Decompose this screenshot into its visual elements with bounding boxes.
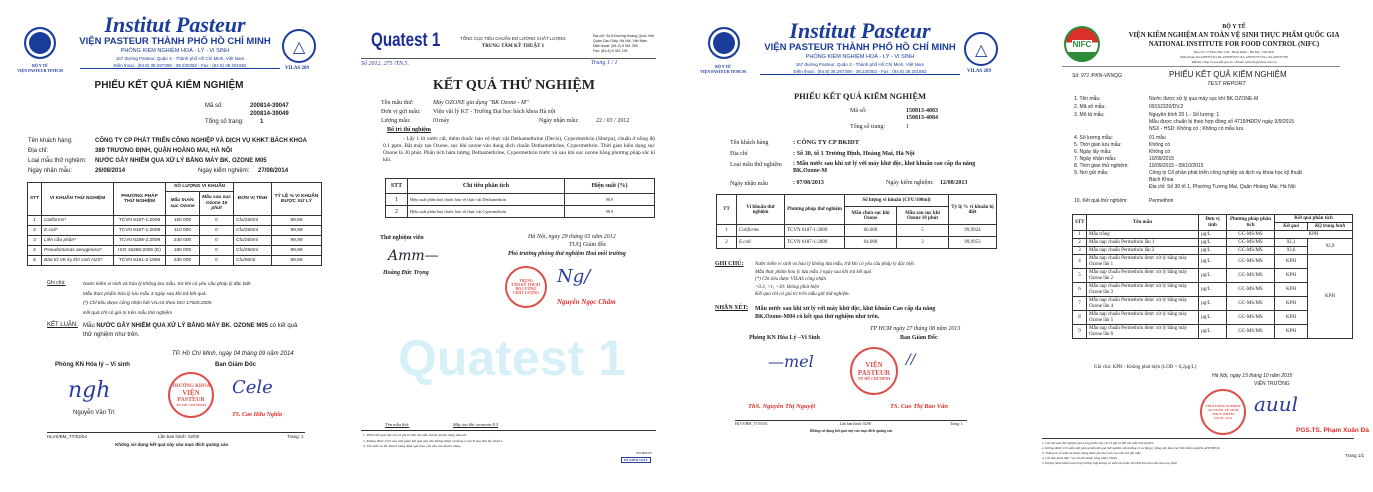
cell: Cfu/250ml xyxy=(234,246,272,256)
col-header: SỐ LƯỢNG VI KHUẨN xyxy=(166,183,234,192)
received-label: Ngày nhận mẫu: xyxy=(539,118,579,124)
cell: 2 xyxy=(717,237,737,249)
stamp: TRUNG TÂM KỸ THUẬT ĐO LƯỜNG CHẤT LƯỢNG xyxy=(505,266,547,308)
signer-name: Nguyễn Ngọc Châm xyxy=(557,298,616,306)
field-value: Permethrin xyxy=(1149,198,1174,204)
col-header: Phương pháp thử nghiệm xyxy=(785,195,845,225)
footer-label: Tên mẫu thử: xyxy=(385,422,410,427)
field-label: 3. Mô tả mẫu: xyxy=(1074,112,1105,118)
conclusion-label: KẾT LUẬN: xyxy=(47,322,78,328)
signature-left: —mel xyxy=(768,352,814,371)
page-count: 1 xyxy=(906,124,909,130)
customer-address: 389 TRƯƠNG ĐỊNH, QUẬN HOÀNG MAI, HÀ NỘI xyxy=(95,148,233,154)
left-signer: ThS. Nguyễn Thị Nguyệt xyxy=(748,403,816,410)
col-header: Phương pháp phân tích xyxy=(1226,215,1274,231)
pasteur-report-2013 xyxy=(690,0,1030,492)
field-value: Nguyên bình 20 L - Số lượng: 1 Mẫu được chuẩn bị theo hợp đồng số 4715/HĐDV ngày 9/9/2015 NSX - HSD: Không có ; Không có mẫu lưu xyxy=(1149,112,1294,132)
ma-so-value: 200814-39049 xyxy=(250,111,289,117)
left-sign-title: Phòng KN Hóa lý – Vi sinh xyxy=(55,362,130,368)
document-title: PHIẾU KẾT QUẢ KIỂM NGHIỆM xyxy=(94,80,244,91)
footer-version: Lần ban hành: 02/00 xyxy=(840,422,872,426)
table-row: 5 Mẫu nạp chuẩn Permethrin được xử lý bằng máy Ozone lần 2 µg/L GC-MS/MS KPH xyxy=(1073,269,1353,283)
test-date-label: Ngày kiểm nghiệm: xyxy=(886,180,934,186)
col-header: Mẫu chưa sục khí Ozone xyxy=(845,207,897,225)
footer-code: HLVS/BM_TT/03/01 xyxy=(735,422,768,426)
cell: 5 xyxy=(897,225,949,237)
page-count: 1 xyxy=(260,119,264,125)
ministry: BỘ Y TẾ xyxy=(1222,24,1246,30)
note-line: Nước kiểm vi sinh và hóa lý không lưu mẫu, trừ khi có yêu cầu pháp lý đặc biệt xyxy=(83,282,251,287)
col-header: KQ trung bình xyxy=(1307,223,1352,231)
col-header: TT xyxy=(717,195,737,225)
cell: ISO 16266:2006 (E) xyxy=(114,246,166,256)
tuq-title: TUQ Giám đốc xyxy=(569,242,607,248)
field-value: Công ty Cổ phần phát triển công nghiệp và dịch vụ khoa học kỹ thuật Bách Khoa Địa chỉ: Số 30 tổ 1, Phường Tương Mai, Quận Hoàng Mai, Hà Nội xyxy=(1149,170,1302,190)
cell: Liên cầu phân* xyxy=(42,236,114,246)
note-line: (*) Chỉ tiêu được công nhận bởi VILAS theo ISO 17025:2005 xyxy=(83,301,212,306)
ma-so-value: 150813-4083 xyxy=(906,108,938,114)
form-code: TN/BM/03 xyxy=(636,451,652,455)
cell: Pseudomonas aeruginosa* xyxy=(42,246,114,256)
cell: 4 xyxy=(28,246,42,256)
customer-name: : CÔNG TY CP BKIDT xyxy=(793,139,860,146)
right-sign-title: Ban Giám Đốc xyxy=(900,335,938,341)
page-count-label: Tổng số trang: xyxy=(205,119,244,125)
conclusion-text: Mẫu xyxy=(83,323,95,329)
table-row: 1 Mẫu trắng µg/L GC-MS/MS KPH xyxy=(1073,231,1353,239)
field-label: 1. Tên mẫu: xyxy=(1074,96,1101,102)
address: Địa chỉ: 13 Phan Huy Chú - Hoàn Kiếm - Hà Nội - Việt Nam xyxy=(1193,50,1275,54)
logo-caption: BỘ Y TẾ VIỆN PASTEUR TP.HCM xyxy=(700,64,746,74)
footer-notes: 1. Phiếu kết quả này chỉ có giá trị đối với mẫu thử do khách hàng đưa tới. 2. Không được trích sao một phần kết quả này nếu không được sự đồng ý của Trung tâm Kỹ thuật 1. 3. Tên mẫu và tên khách hàng được ghi theo yêu cầu của khách hàng. xyxy=(363,433,504,448)
sign-date: TP. Hồ Chí Minh, ngày 04 tháng 09 năm 2014 xyxy=(172,351,294,357)
footer-divider xyxy=(361,430,656,431)
brand-title: Institut Pasteur xyxy=(789,18,931,43)
results-table xyxy=(385,178,655,218)
cell: 3 xyxy=(28,236,42,246)
col-header: ĐƠN VỊ TÍNH xyxy=(234,183,272,216)
footer-divider xyxy=(1042,438,1354,439)
table-row xyxy=(386,206,655,218)
table-row xyxy=(28,226,322,236)
logo-caption: BỘ Y TẾ VIỆN PASTEUR TP.HCM xyxy=(17,63,63,73)
cell: 180 000 xyxy=(166,246,200,256)
remark: Mẫu nước sau khi xử lý với máy khử độc, khử khuẩn Cao cấp đa năng BK.Ozone-M04 có kết quả thử nghiệm như trên. xyxy=(755,306,936,320)
footer-notes: 1. Các kết quả thử nghiệm ghi trong phiếu này chỉ có giá trị đối với mẫu thử nghiệm 2. Không được trích dẫn một phần phiếu kết quả thử nghiệm nếu không có sự đồng ý bằng văn bản của Viện Kiểm nghiệm ATVSTPQG 3. Thông tin về mẫu và khách hàng được ghi theo yêu cầu của nơi gửi mẫu 4. Chỉ tiêu đánh dấu * là chỉ tiêu được công nhận VILAS 5. Không nhận khiếu nại trong trường hợp không có mẫu lưu hoặc hết thời hạn lưu mẫu theo quy định xyxy=(1042,441,1220,465)
ma-so-value: 200814-39047 xyxy=(250,103,289,109)
quatest-logo: Quatest 1 xyxy=(371,30,441,51)
table-row xyxy=(717,237,997,249)
customer-name: CÔNG TY CP PHÁT TRIỂN CÔNG NGHIỆP VÀ DỊCH VỤ KHKT BÁCH KHOA xyxy=(95,138,308,144)
table-row xyxy=(28,256,322,266)
cell: 98.9 xyxy=(565,206,655,218)
tester-label: Thử nghiệm viên xyxy=(380,235,424,241)
org-name: VIỆN PASTEUR THÀNH PHỐ HỒ CHÍ MINH xyxy=(764,42,956,53)
cell: 99,9953 xyxy=(949,237,997,249)
cell: 99,99 xyxy=(272,256,322,266)
results-table xyxy=(27,182,322,266)
right-signer: TS. Cao Thị Bảo Vân xyxy=(890,403,948,410)
page-count-label: Tổng số trang: xyxy=(850,124,885,130)
cell: Hiệu suất phân huỷ thuốc bảo vệ thực vật Cypermethrin xyxy=(408,206,565,218)
sign-date: Hà Nội, ngày 29 tháng 03 năm 2012 xyxy=(528,234,616,240)
note-line: Kết quả chỉ có giá trị trên mẫu thử nghiệm xyxy=(83,310,173,316)
signature-tester: Amm— xyxy=(388,248,439,264)
field-value: 10/09/2015 - 09/10/2015 xyxy=(1149,163,1204,169)
report-number: Số 2012. 275 /TN.5. xyxy=(361,61,410,67)
cell: 0 xyxy=(200,226,234,236)
cell: E.coli* xyxy=(42,226,114,236)
cell: 64.000 xyxy=(845,237,897,249)
agency: TỔNG CỤC TIÊU CHUẨN ĐO LƯỜNG CHẤT LƯỢNG xyxy=(460,36,566,41)
cell: 66.000 xyxy=(845,225,897,237)
table-row: 6 Mẫu nạp chuẩn Permethrin được xử lý bằng máy Ozone lần 3 µg/L GC-MS/MS KPH xyxy=(1073,283,1353,297)
cell: 3 xyxy=(897,237,949,249)
field-label: 10. Kết quả thử nghiệm: xyxy=(1074,198,1128,204)
cell: 2 xyxy=(28,226,42,236)
table-row xyxy=(717,225,997,237)
table-note: Ghi chú: KPH - Không phát hiện (LOD = 0,2µg/L) xyxy=(1094,365,1197,370)
cell: 0 xyxy=(200,256,234,266)
col-header: Số lượng vi khuẩn (CFU/100ml) xyxy=(845,195,949,207)
cell: 99,99 xyxy=(272,216,322,226)
field-value: 01 mẫu xyxy=(1149,135,1166,141)
setup-text: - Lấy 1 lít nước cất, thêm thuốc bảo vệ thực vật Dethamethrine (Decis), Cypermethrin (Sherpa), chuẩn ở nồng độ 0.1 ppm. Bật máy tạo Ozone, sục khí ozone vào dung dịch chuẩn Dethamethrine, Cypermethrin. Thời gian hiệu dụng sục Ozone là 30 phút. Phân tích hàm lượng Dethamethrine, Cypermethrin trước và sau khi sục ozone bằng phương pháp sắc kí khí. xyxy=(383,136,655,163)
cell: 99,99 xyxy=(272,246,322,256)
signature: auul xyxy=(1254,392,1299,416)
report-number: Số: 971 /PKN-VKNQG xyxy=(1072,73,1123,79)
setup-label: Bố trí thí nghiệm xyxy=(387,127,431,133)
footer-divider xyxy=(47,432,305,433)
sign-date: Hà Nội, ngày 15 tháng 10 năm 2015 xyxy=(1212,373,1293,379)
field-value: 09152320/DV.2 xyxy=(1149,104,1184,110)
document-title: PHIẾU KẾT QUẢ KIỂM NGHIỆM xyxy=(793,91,927,101)
stamp: VIỆN PASTEUR TP. HỒ CHÍ MINH xyxy=(850,347,898,395)
field-label: 7. Ngày nhận mẫu: xyxy=(1074,156,1117,162)
conclusion-text: có kết quả thử nghiệm như trên. xyxy=(83,323,298,338)
field-label: 5. Thời gian lưu mẫu: xyxy=(1074,142,1122,148)
department: PHÒNG KIỂM NGHIỆM HOÁ - LÝ - VI SINH xyxy=(805,54,915,60)
col-header: Chỉ tiêu phân tích xyxy=(408,179,565,194)
field-label: Lượng mẫu: xyxy=(381,118,411,124)
cell: E.coli xyxy=(737,237,785,249)
field-label: 8. Thời gian thử nghiệm: xyxy=(1074,163,1129,169)
signature-right: // xyxy=(906,352,916,368)
field-label: Ngày nhận mẫu: xyxy=(28,168,73,174)
field-label: Địa chỉ xyxy=(730,151,748,157)
note-line: Kết quả chỉ có giá trị trên mẫu gửi thử nghiệm. xyxy=(755,292,850,297)
document-subtitle: TEST REPORT xyxy=(1207,81,1246,87)
field-label: Tên khách hàng xyxy=(730,140,769,146)
table-row: 8 Mẫu nạp chuẩn Permethrin được xử lý bằng máy Ozone lần 5 µg/L GC-MS/MS KPH xyxy=(1073,311,1353,325)
cell: TCVN 6187-1:2009 xyxy=(114,226,166,236)
note-line: Nước kiểm vi sinh và hóa lý không lưu mẫu, trừ khi có yêu cầu pháp lý đặc biệt. xyxy=(755,262,915,267)
footer-version: Lần ban hành: 02/00 xyxy=(158,434,200,439)
sample-type: : Mẫu nước sau khi xử lý với máy khử độc, khử khuẩn cao cấp đa năng BK.Ozone-M xyxy=(793,161,976,174)
col-header: PHƯƠNG PHÁP THỬ NGHIỆM xyxy=(114,183,166,216)
conclusion xyxy=(83,322,303,340)
table-row: 7 Mẫu nạp chuẩn Permethrin được xử lý bằng máy Ozone lần 4 µg/L GC-MS/MS KPH xyxy=(1073,297,1353,311)
cell: 98.9 xyxy=(565,194,655,206)
department: PHÒNG KIỂM NGHIỆM HOÁ - LÝ - VI SINH xyxy=(120,48,230,54)
pasteur-logo xyxy=(24,27,56,59)
col-header: Đơn vị tính xyxy=(1198,215,1226,231)
org-vi: VIỆN KIỂM NGHIỆM AN TOÀN VỆ SINH THỰC PHẨM QUỐC GIA xyxy=(1128,32,1340,39)
header-divider xyxy=(1062,66,1340,67)
cell: 0 xyxy=(200,216,234,226)
cell: Coliforms xyxy=(737,225,785,237)
table-row: 9 Mẫu nạp chuẩn Permethrin được xử lý bằng máy Ozone lần 6 µg/L GC-MS/MS KPH xyxy=(1073,325,1353,339)
field-value: Nước được xử lý qua máy sục khí BK.OZONE-M xyxy=(1149,96,1259,102)
notes xyxy=(755,261,915,299)
left-signer: Nguyễn Văn Trí xyxy=(73,410,115,416)
center-name: TRUNG TÂM KỸ THUẬT 1 xyxy=(481,44,545,49)
address: 167 đường Pasteur, Quận 3 - Thành phố Hồ Chí Minh, Việt Nam xyxy=(115,56,245,61)
note-line: Mẫu thực phẩm hóa lý lưu mẫu 3 ngày sau khi trả kết quả xyxy=(755,269,872,275)
field-value: Không có xyxy=(1149,149,1171,155)
cell: 99,99 xyxy=(272,226,322,236)
page-indicator: Trang 1/1 xyxy=(1345,453,1365,458)
footer-sample: Máy tạo khí ozonezin 8.3 xyxy=(453,422,499,427)
cell: TCVN 6187-1:2009 xyxy=(785,237,845,249)
cell: 230 000 xyxy=(166,256,200,266)
org-en: NATIONAL INSTITUTE FOR FOOD CONTROL (NIFC) xyxy=(1148,41,1320,48)
col-header: VI KHUẨN THỬ NGHIỆM xyxy=(42,183,114,216)
field-label: 2. Mã số mẫu: xyxy=(1074,104,1106,110)
notes xyxy=(83,280,250,318)
footer-page: Trang: 1 xyxy=(287,434,304,439)
quantity: 01máy xyxy=(433,118,450,124)
col-header: Tỷ lệ % vi khuẩn bị diệt xyxy=(949,195,997,225)
footer-divider xyxy=(735,420,967,421)
document-title: PHIẾU KẾT QUẢ KIỂM NGHIỆM xyxy=(1169,70,1287,79)
right-signer: TS. Cao Hữu Nghĩa xyxy=(232,412,282,418)
stamp: VIỆN KIỂM NGHIỆM AN TOÀN VỆ SINH THỰC PHẨM QUỐC GIA xyxy=(1200,389,1246,435)
cell: 5 xyxy=(28,256,42,266)
average-result: 92,9 xyxy=(1307,239,1352,255)
footer-note: Không sử dụng kết quả này vào mục đích quảng cáo xyxy=(115,442,229,447)
cell: 1 xyxy=(28,216,42,226)
phone: Điện thoại : (84.8) 38.297308 - 38.230352 - Fax : (84.8) 38.201882 xyxy=(760,69,960,75)
field-label: Đơn vị gửi mẫu: xyxy=(381,109,421,115)
ma-so-label: Mã số: xyxy=(205,103,224,109)
remark-label: NHẬN XÉT: xyxy=(715,305,749,311)
deputy-title: Phó trưởng phòng thử nghiệm Hoá môi trường xyxy=(508,251,626,257)
col-header: Mẫu trước sục Ozone xyxy=(166,192,200,216)
cell: 110 000 xyxy=(166,226,200,236)
cell: 2 xyxy=(386,206,408,218)
field-value: Không có xyxy=(1149,142,1171,148)
cell: 0 xyxy=(200,236,234,246)
vilas-logo: △ xyxy=(282,29,316,63)
website: Website: http://www.nifc.gov.vn / Email: qlclnifc@yahoo.com.vn xyxy=(1191,60,1277,64)
controlled-badge: ĐÃ KIỂM SOÁT xyxy=(621,457,651,463)
field-label: 6. Ngày lấy mẫu: xyxy=(1074,149,1112,155)
test-date: 27/08/2014 xyxy=(258,168,289,174)
vilas-label: VILAS 209 xyxy=(285,66,310,71)
col-header: Mẫu sau sục Ozone 15 phút xyxy=(200,192,234,216)
contact: Địa chỉ: Số 8 Đường Hoàng Quốc Việt Quận Cầu Giấy, Hà Nội, Việt Nam Điện thoại: (84-4) 8 361 399 Fax: (84-4) 8 361 199 xyxy=(593,34,655,53)
ma-so-value: 150813-4084 xyxy=(906,115,938,121)
signer-name: PGS.TS. Phạm Xuân Đà xyxy=(1296,427,1369,434)
cell: TCVN 6191-2:1996 xyxy=(114,256,166,266)
received-date: 26/08/2014 xyxy=(95,168,126,174)
table-row: 3 Mẫu nạp chuẩn Permethrin lần 2 µg/L GC-MS/MS 93,6 xyxy=(1073,247,1353,255)
left-sign-title: Phòng KN Hóa Lý –Vi Sinh xyxy=(749,335,820,341)
document-title: KẾT QUẢ THỬ NGHIỆM xyxy=(433,78,595,93)
cell: TCVN 6187-1:2009 xyxy=(114,216,166,226)
table-row: 2 Mẫu nạp chuẩn Permethrin lần 1 µg/L GC-MS/MS 92,1 92,9 xyxy=(1073,239,1353,247)
test-date: 12/08/2013 xyxy=(940,180,968,186)
note-line: <0.3, <1, <10: không phát hiện xyxy=(755,284,820,290)
cell: Cfu/250ml xyxy=(234,216,272,226)
field-label: Tên mẫu thử: xyxy=(381,100,414,106)
customer-address: : Số 30, tổ 1 Trương Định, Hoàng Mai, Hà Nội xyxy=(793,150,915,157)
average-result: KPH xyxy=(1307,255,1352,339)
cell: TCVN 6189-2:2009 xyxy=(114,236,166,246)
quatest-report-2012 xyxy=(343,0,685,492)
cell: 0 xyxy=(200,246,234,256)
cell: Cfu/250ml xyxy=(234,236,272,246)
table-row xyxy=(386,194,655,206)
note-line: (*) Chỉ tiêu được VILAS công nhận xyxy=(755,277,826,282)
table-row xyxy=(28,246,322,256)
field-label: 9. Nơi gửi mẫu: xyxy=(1074,170,1109,176)
field-label: Địa chỉ: xyxy=(28,148,49,154)
field-value: 10/09/2015 xyxy=(1149,156,1175,162)
cell: 150 000 xyxy=(166,216,200,226)
nifc-logo: NIFC xyxy=(1064,26,1100,62)
phone: Điện thoại : (84.8) 38.297308 - 38.230352 - Fax : (84.8) 38.201882 xyxy=(80,63,280,69)
col-header: STT xyxy=(28,183,42,216)
cell: 1 xyxy=(386,194,408,206)
footer-page: Trang: 1 xyxy=(950,422,963,426)
col-header: Kết quả phân tích xyxy=(1274,215,1352,223)
table-row xyxy=(28,216,322,226)
table-row: 4 Mẫu nạp chuẩn Permethrin được xử lý bằng máy Ozone lần 1 µg/L GC-MS/MS KPH KPH xyxy=(1073,255,1353,269)
cell: Cfu/250ml xyxy=(234,226,272,236)
sender: Viện vật lý KT - Trường Đại học bách khoa Hà nội xyxy=(433,109,556,115)
col-header: STT xyxy=(386,179,408,194)
field-label: Loại mẫu thử nghiệm: xyxy=(28,158,87,164)
page-indicator: Trang 1 / 1 xyxy=(591,60,618,66)
results-table xyxy=(1072,214,1353,339)
cell: 99,9924 xyxy=(949,225,997,237)
table-row xyxy=(28,236,322,246)
col-header: TỶ LỆ % VI KHUẨN ĐƯỢC XỬ LÝ xyxy=(272,183,322,216)
cell: Bào tử VK kỵ khí sinh H2S* xyxy=(42,256,114,266)
col-header: Hiệu suất (%) xyxy=(565,179,655,194)
footer-note: Không sử dụng kết quả này vào mục đích quảng cáo xyxy=(810,429,893,433)
field-label: Tên khách hàng: xyxy=(28,138,73,144)
signature-director: Ng/ xyxy=(557,266,591,287)
conclusion-sample: NƯỚC GÂY NHIỄM QUA XỬ LÝ BẰNG MÁY BK. OZONE M05 xyxy=(96,323,268,329)
header-divider xyxy=(361,58,656,59)
org-name: VIỆN PASTEUR THÀNH PHỐ HỒ CHÍ MINH xyxy=(79,36,271,47)
vilas-logo: △ xyxy=(964,32,998,66)
right-sign-title: Ban Giám Đốc xyxy=(215,362,257,368)
test-date-label: Ngày kiểm nghiệm: xyxy=(198,168,250,174)
brand-title: Institut Pasteur xyxy=(104,12,246,37)
cell: Cfu/50ml xyxy=(234,256,272,266)
received-date: 22 / 03 / 2012 xyxy=(596,118,630,124)
cell: Coliforms* xyxy=(42,216,114,226)
nifc-report-2015 xyxy=(1032,0,1373,492)
sample-type: NƯỚC GÂY NHIỄM QUA XỬ LÝ BẰNG MÁY BK. OZONE M05 xyxy=(95,158,267,164)
ma-so-label: Mã số: xyxy=(850,108,867,114)
tester-name: Hoàng Đức Trọng xyxy=(383,270,429,276)
notes-label: GHI CHÚ: xyxy=(715,261,744,267)
cell: TCVN 6187-1:2009 xyxy=(785,225,845,237)
pasteur-report-2014 xyxy=(0,0,338,492)
col-header: Mẫu sau sục khí Ozone 10 phút xyxy=(897,207,949,225)
field-label: Loại mẫu thử nghiệm xyxy=(730,162,782,168)
field-label: 4. Số lượng mẫu: xyxy=(1074,135,1113,141)
col-header: Kết quả xyxy=(1274,223,1307,231)
phone: Điện thoại: 84-4393357431 84-4393363357/ 84- 439335737 Fax: 84-439335738 xyxy=(1180,55,1288,59)
cell: 1 xyxy=(717,225,737,237)
pasteur-logo xyxy=(708,27,740,59)
cell: 99,99 xyxy=(272,236,322,246)
sign-title: VIỆN TRƯỞNG xyxy=(1254,381,1290,387)
note-line: Mẫu thực phẩm hóa lý lưu mẫu 3 ngày sau khi trả kết quả. xyxy=(83,291,207,297)
cell: Hiệu suất phân huỷ thuốc bảo vệ thực vật Dethamethrin xyxy=(408,194,565,206)
results-table xyxy=(716,194,997,249)
stamp: TRƯỞNG KHOA VIỆN PASTEUR TP. HỒ CHÍ MINH xyxy=(168,372,214,418)
sign-date: TP HCM ngày 27 tháng 08 năm 2013 xyxy=(870,326,961,332)
footer-code: HLVS/BM_TT/03/04 xyxy=(47,434,87,439)
col-header: Vi khuẩn thử nghiệm xyxy=(737,195,785,225)
vilas-label: VILAS 209 xyxy=(967,69,992,74)
received-date: : 07/08/2013 xyxy=(793,180,824,186)
address: 167 đường Pasteur, Quận 3 - Thành phố Hồ Chí Minh, Việt Nam xyxy=(795,62,925,67)
col-header: STT xyxy=(1073,215,1087,231)
signature-left: ngh xyxy=(68,378,111,403)
field-label: Ngày nhận mẫu xyxy=(730,181,768,187)
signature-right: Cele xyxy=(232,377,273,398)
col-header: Tên mẫu xyxy=(1087,215,1199,231)
sample-name: Máy OZONE gia dụng "BK Ozone - M" xyxy=(433,100,529,106)
notes-label: Ghi chú: xyxy=(47,280,66,286)
watermark: Quatest 1 xyxy=(398,330,626,386)
cell: 240 000 xyxy=(166,236,200,246)
